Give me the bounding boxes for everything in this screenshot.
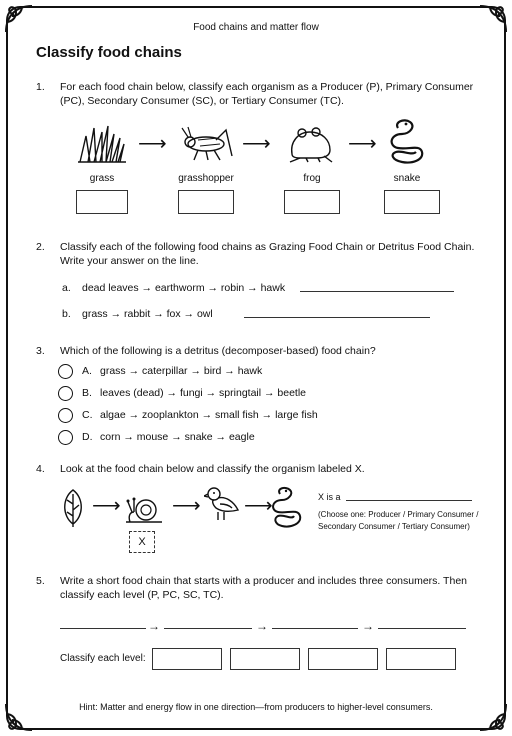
leaf-icon <box>60 488 86 528</box>
question-text: Which of the following is a detritus (decomposer-based) food chain? <box>60 345 376 357</box>
grass-icon <box>76 124 128 164</box>
chain-blank-3[interactable] <box>272 628 358 629</box>
question-text: For each food chain below, classify each organism as a Producer (P), Primary Consumer (PC), Secondary Consumer (SC), or Tertiary Consumer (TC). <box>60 81 474 107</box>
organism-x-label: X <box>129 531 155 553</box>
frog-icon <box>286 124 336 164</box>
level-box-4[interactable] <box>386 648 456 670</box>
organism-label: grasshopper <box>178 173 234 184</box>
option-label: B. <box>82 387 92 399</box>
option-label: A. <box>82 365 92 377</box>
question-number: 3. <box>36 345 45 357</box>
question-text: Write a short food chain that starts with a producer and includes three consumers. Then classify each level (P, PC, SC, TC). <box>60 575 467 601</box>
arrow-icon: → <box>362 619 374 633</box>
arrow-icon: ⟶ <box>244 495 273 517</box>
worksheet-header: Food chains and matter flow <box>193 22 319 33</box>
radio-circle[interactable] <box>58 386 73 401</box>
answer-box-frog[interactable] <box>284 190 340 214</box>
option-text: grass → caterpillar → bird → hawk <box>100 365 263 377</box>
answer-box-snake[interactable] <box>384 190 440 214</box>
answer-line-x[interactable] <box>346 500 472 501</box>
answer-box-grasshopper[interactable] <box>178 190 234 214</box>
snake-icon <box>268 486 304 528</box>
organism-label: frog <box>303 173 321 184</box>
answer-box-grass[interactable] <box>76 190 128 214</box>
organism-label: grass <box>89 173 115 184</box>
option-text: algae → zooplankton → small fish → large fish <box>100 409 318 421</box>
arrow-icon: ⟶ <box>92 495 121 517</box>
question-number: 2. <box>36 241 45 253</box>
arrow-icon: ⟶ <box>242 133 271 155</box>
arrow-icon: → <box>148 619 160 633</box>
level-box-3[interactable] <box>308 648 378 670</box>
item-label: a. <box>62 282 71 294</box>
item-label: b. <box>62 308 71 320</box>
answer-line-a[interactable] <box>300 291 454 292</box>
chain-blank-4[interactable] <box>378 628 466 629</box>
classify-label: Classify each level: <box>60 653 146 664</box>
arrow-icon: ⟶ <box>172 495 201 517</box>
question-text: Classify each of the following food chains as Grazing Food Chain or Detritus Food Chain. Write your answer on the line. <box>60 241 475 267</box>
arrow-icon: ⟶ <box>138 133 167 155</box>
arrow-icon: → <box>256 619 268 633</box>
page-title: Classify food chains <box>36 44 182 61</box>
choice-hint: (Choose one: Producer / Primary Consumer / <box>318 510 479 519</box>
item-text: dead leaves → earthworm → robin → hawk <box>82 282 286 294</box>
radio-circle[interactable] <box>58 408 73 423</box>
choice-hint: Secondary Consumer / Tertiary Consumer) <box>318 522 470 531</box>
option-text: leaves (dead) → fungi → springtail → beetle <box>100 387 307 399</box>
bird-icon <box>204 484 240 524</box>
answer-line-b[interactable] <box>244 317 430 318</box>
hint-text: Hint: Matter and energy flow in one direction—from producers to higher-level consumers. <box>79 702 433 712</box>
answer-prompt: X is a <box>318 492 341 502</box>
chain-blank-1[interactable] <box>60 628 146 629</box>
arrow-icon: ⟶ <box>348 133 377 155</box>
chain-blank-2[interactable] <box>164 628 252 629</box>
radio-circle[interactable] <box>58 430 73 445</box>
question-number: 1. <box>36 81 45 93</box>
option-label: D. <box>82 431 93 443</box>
option-text: corn → mouse → snake → eagle <box>100 431 255 443</box>
question-number: 4. <box>36 463 45 475</box>
grasshopper-icon <box>178 126 236 162</box>
level-box-1[interactable] <box>152 648 222 670</box>
question-text: Look at the food chain below and classify the organism labeled X. <box>60 463 365 475</box>
level-box-2[interactable] <box>230 648 300 670</box>
radio-circle[interactable] <box>58 364 73 379</box>
question-number: 5. <box>36 575 45 587</box>
snake-icon <box>384 118 428 166</box>
snail-icon <box>124 494 164 524</box>
option-label: C. <box>82 409 93 421</box>
organism-label: snake <box>393 173 421 184</box>
item-text: grass → rabbit → fox → owl <box>82 308 213 320</box>
